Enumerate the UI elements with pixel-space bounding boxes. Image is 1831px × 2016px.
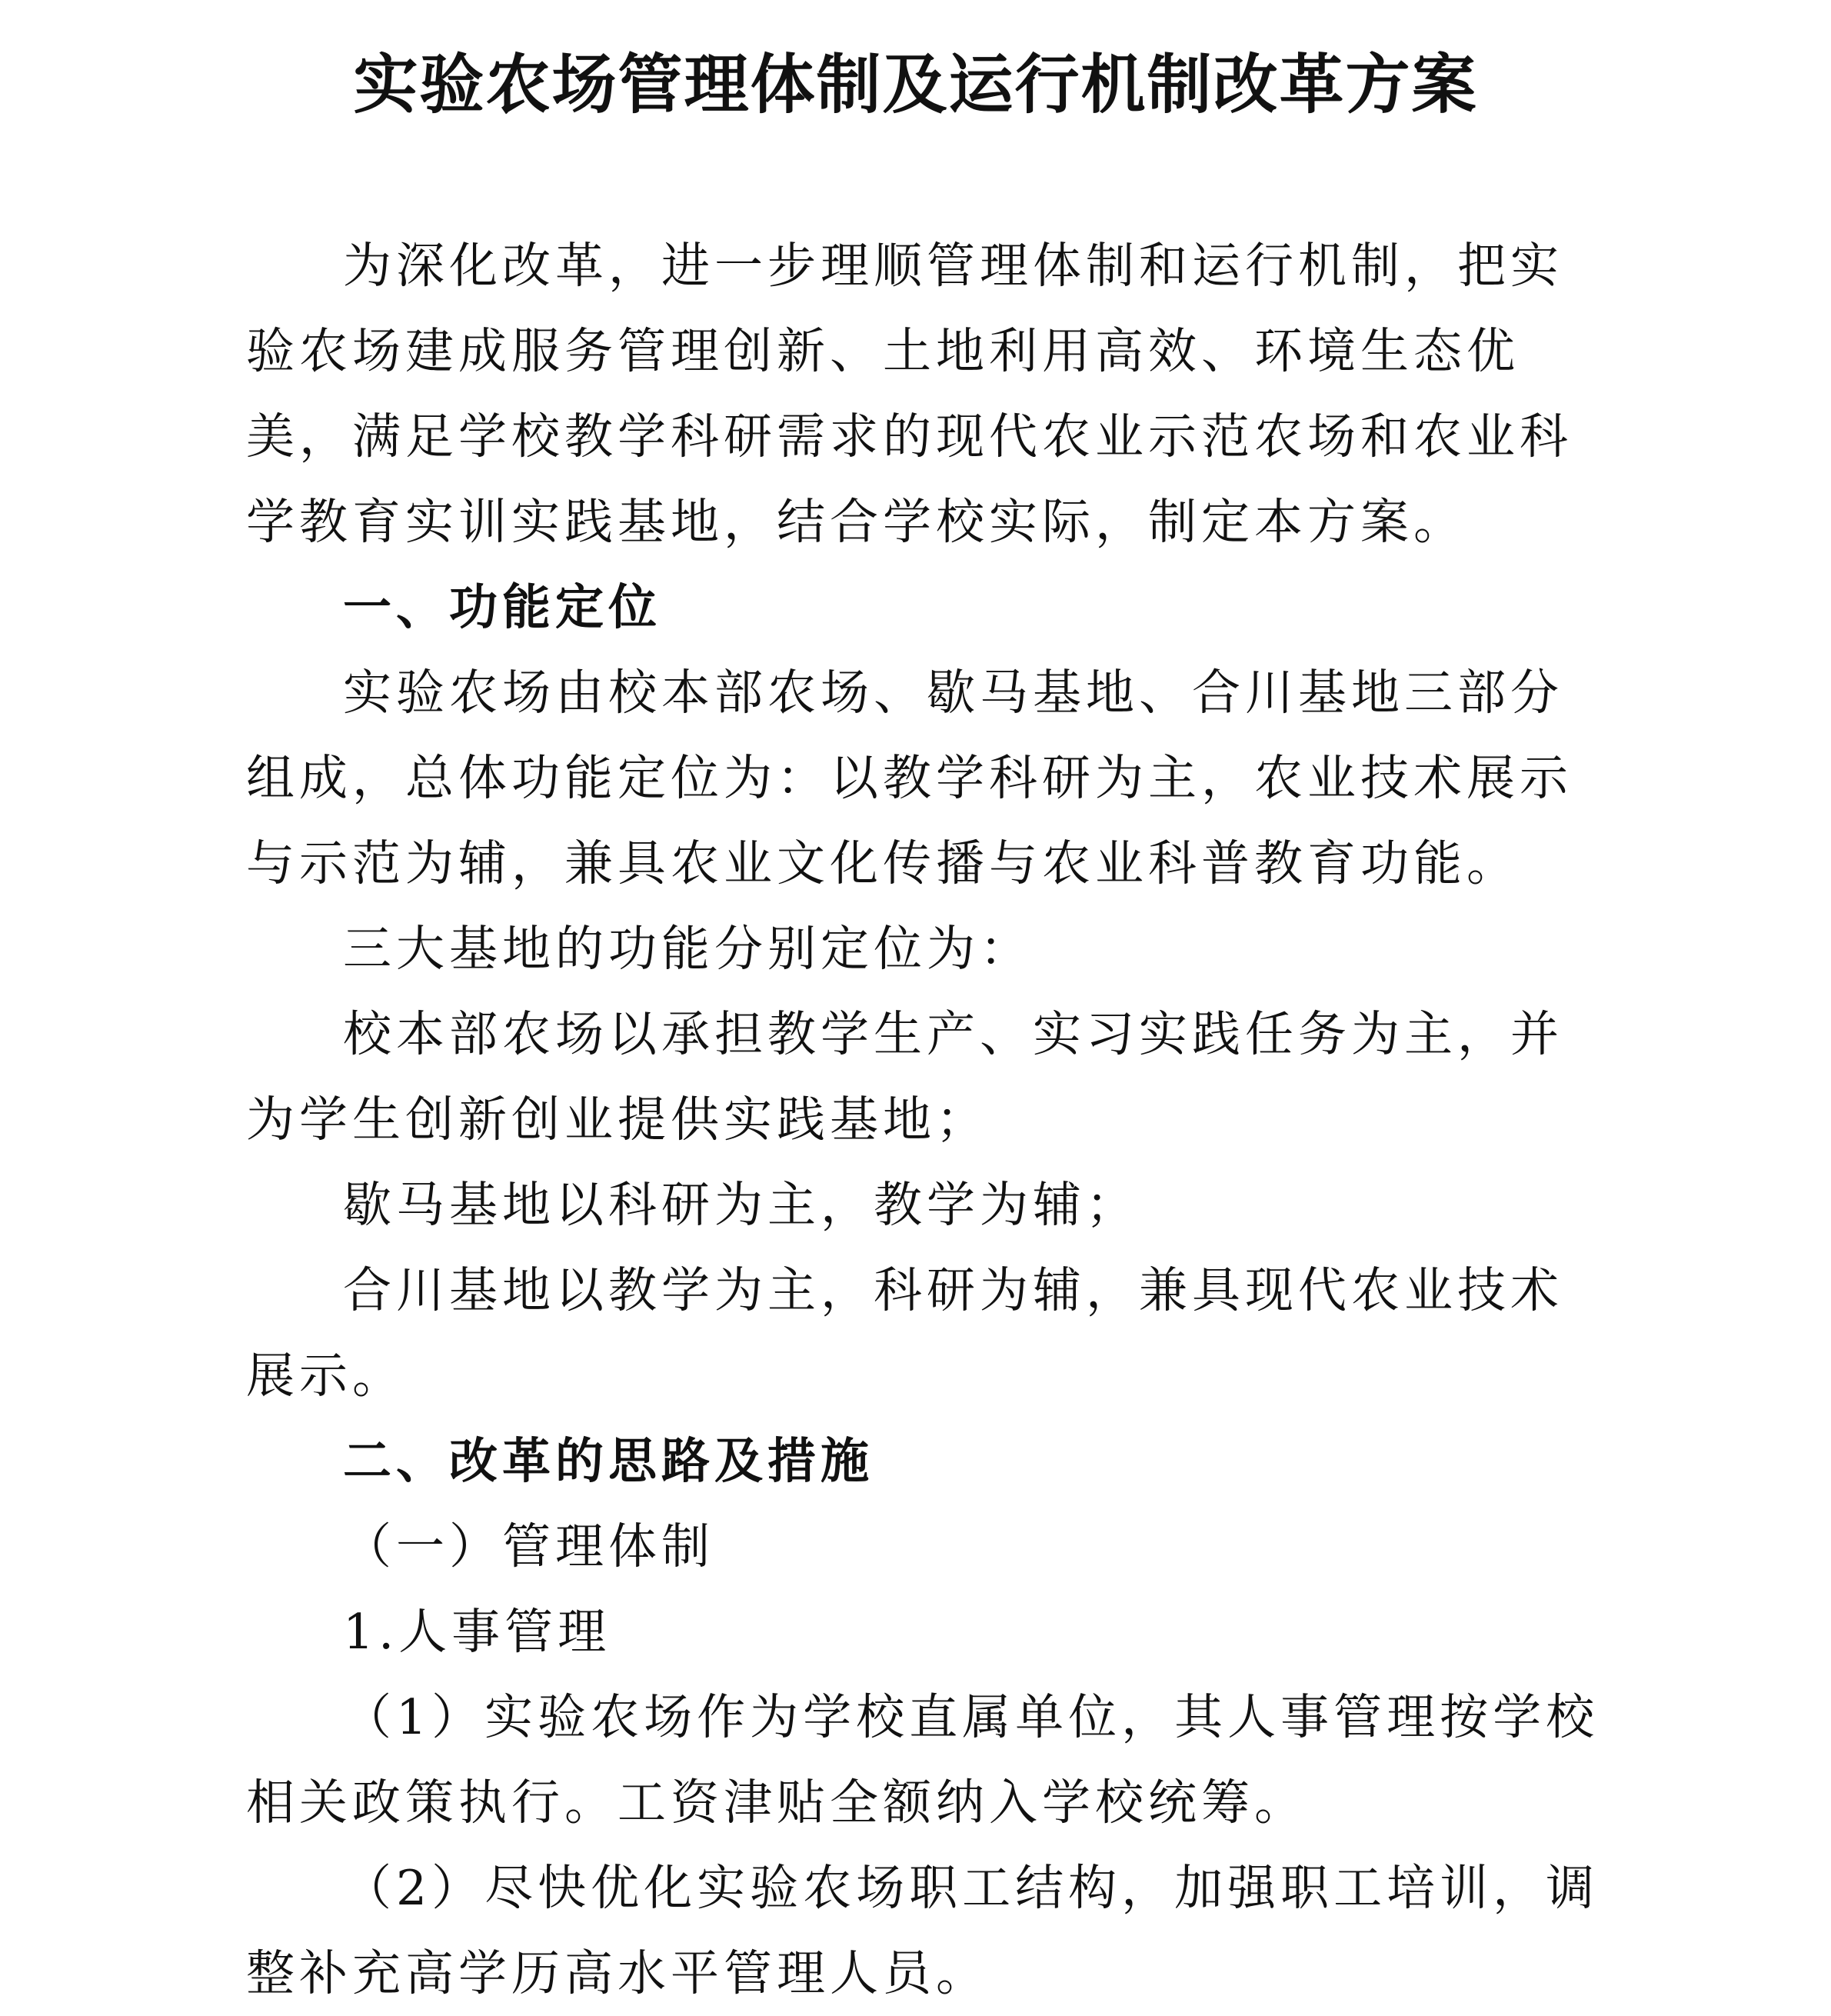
document-title: 实验农场管理体制及运行机制改革方案 [353,46,1478,122]
section-heading-reform: 二、改革的思路及措施 [343,1433,874,1489]
paragraph-main-campus-farm: 校本部农场以承担教学生产、实习实践任务为主，并为学生创新创业提供实践基地； [246,1006,1563,1148]
paragraph-personnel-1: （1）实验农场作为学校直属单位，其人事管理按学校相关政策执行。工资津贴全额纳入学校统筹。 [246,1689,1600,1831]
subsection-heading-personnel: 1.人事管理 [343,1604,611,1660]
paragraph-xiema-base: 歇马基地以科研为主，教学为辅； [343,1177,1139,1233]
document-body [246,223,1615,2016]
paragraph-intro: 为深化改革，进一步理顺管理体制和运行机制，把实验农场建成服务管理创新、土地利用高效、环境生态优美，满足学校教学科研需求的现代农业示范农场和农业科学教育实训实践基地，结合学校实际，制定本方案。 [246,238,1573,550]
paragraph-function-overview: 实验农场由校本部农场、歇马基地、合川基地三部分组成，总体功能定位为：以教学科研为主，农业技术展示与示范为辅，兼具农业文化传播与农业科普教育功能。 [246,665,1573,891]
subsection-heading-management: （一）管理体制 [343,1518,714,1574]
section-heading-function: 一、功能定位 [343,579,661,635]
paragraph-three-bases: 三大基地的功能分别定位为： [343,921,1033,977]
paragraph-hechuan-base: 合川基地以教学为主，科研为辅，兼具现代农业技术展示。 [246,1262,1563,1404]
paragraph-personnel-2: （2）尽快优化实验农场职工结构，加强职工培训，调整补充高学历高水平管理人员。 [246,1860,1600,2001]
